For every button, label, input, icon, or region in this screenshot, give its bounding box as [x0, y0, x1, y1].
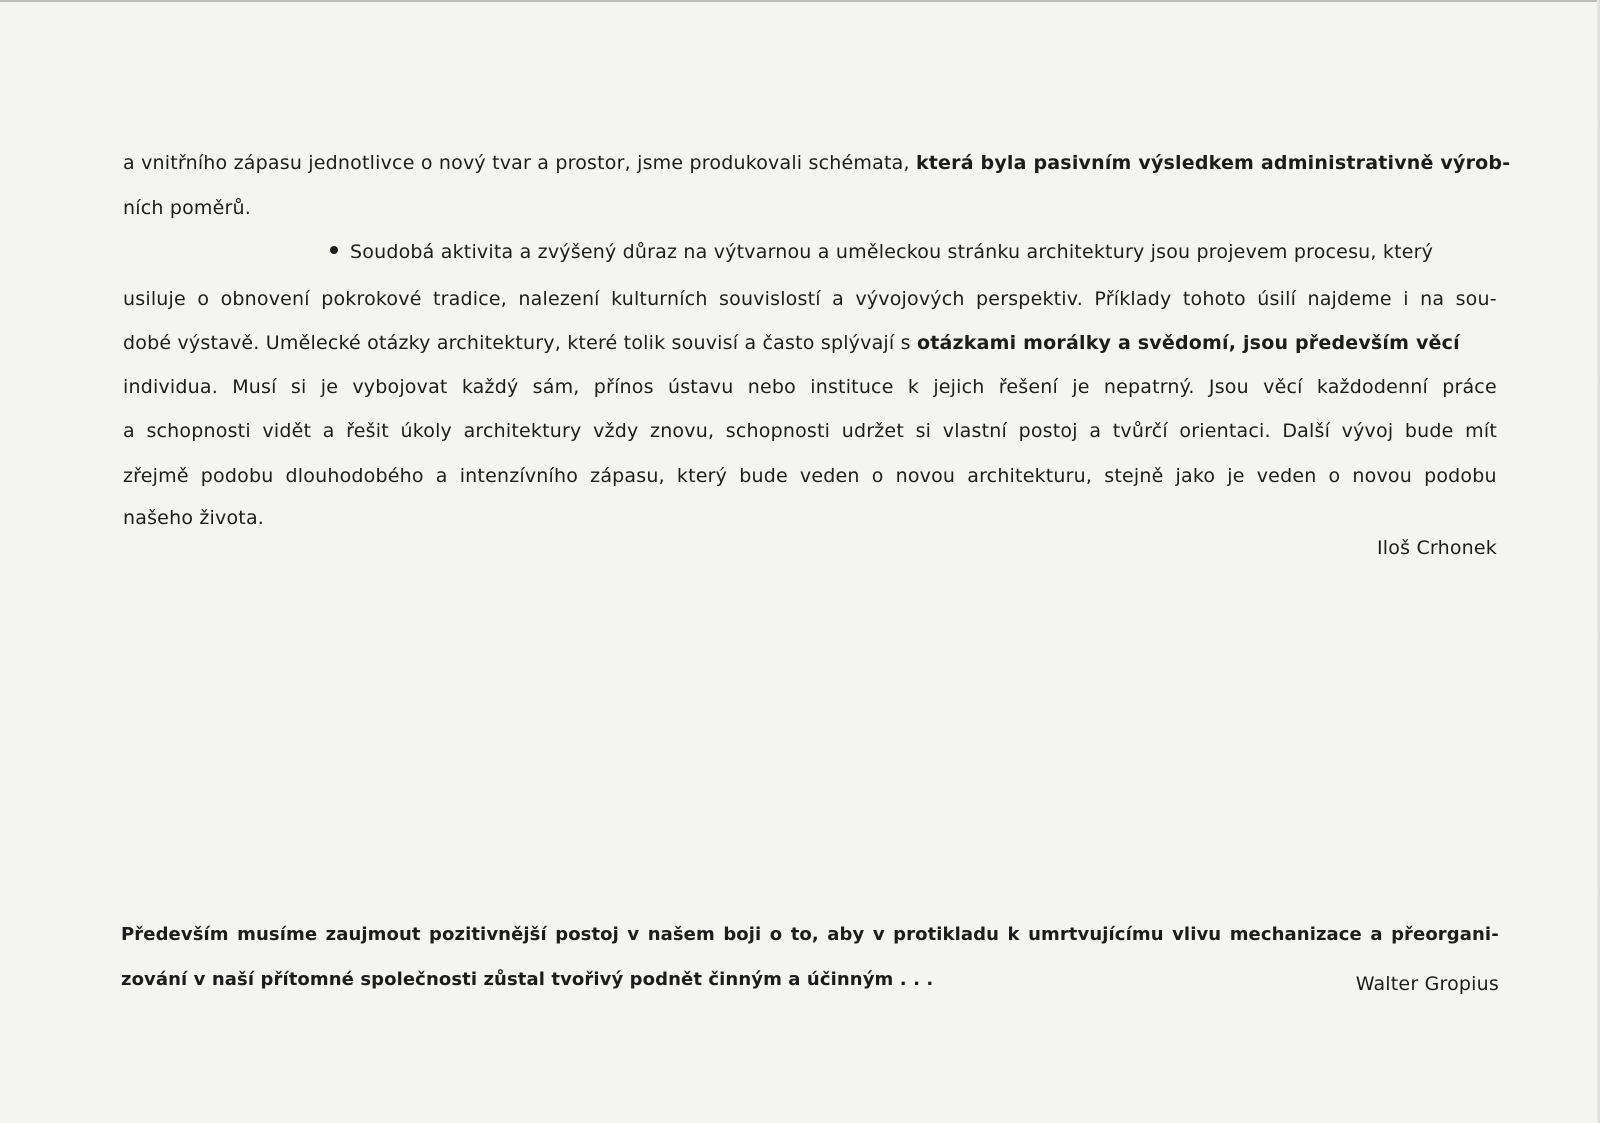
word: je [320, 376, 339, 398]
word: souvislostí [719, 288, 821, 310]
word: individua. [123, 376, 218, 398]
word: umrtvujícímu [1028, 924, 1164, 945]
word: si [915, 420, 932, 442]
word: bude [1404, 420, 1454, 442]
word: vývojových [855, 288, 965, 310]
word: veden [1256, 465, 1317, 487]
paragraph2-line4 [123, 374, 1497, 400]
word: schopnosti [725, 420, 831, 442]
word: úsilí [1257, 288, 1297, 310]
paragraph2-line3 [123, 330, 1497, 356]
word: Především [121, 924, 229, 945]
quote-line1 [121, 922, 1499, 948]
word: jejich [933, 376, 985, 398]
word: k [1007, 924, 1020, 945]
word: k [907, 376, 920, 398]
word: zřejmě [123, 465, 189, 487]
word: a [1370, 924, 1383, 945]
word: perspektiv. [976, 288, 1083, 310]
word: který [676, 465, 728, 487]
paragraph1-line2: ních poměrů. [123, 197, 252, 219]
word: řešení [998, 376, 1058, 398]
word: Jsou [1208, 376, 1249, 398]
word: nebo [747, 376, 796, 398]
word: řešit [346, 420, 389, 442]
word: veden [799, 465, 860, 487]
word: udržet [841, 420, 904, 442]
word: novou [895, 465, 956, 487]
word: architekturu, [967, 465, 1093, 487]
word: každodenní [1316, 376, 1428, 398]
word: instituce [810, 376, 894, 398]
word: tradice, [432, 288, 508, 310]
word: postoj [1018, 420, 1078, 442]
word: a [1089, 420, 1102, 442]
author-signature-crhonek: Iloš Crhonek [1377, 537, 1497, 559]
word: v [627, 924, 640, 945]
word: Příklady [1094, 288, 1172, 310]
word: musíme [237, 924, 318, 945]
word: práce [1442, 376, 1497, 398]
word: kulturních [611, 288, 708, 310]
word: pokrokové [321, 288, 422, 310]
word: vlivu [1172, 924, 1222, 945]
word: pozitivnější [429, 924, 547, 945]
paragraph2-line6 [123, 463, 1497, 489]
word: bude [739, 465, 788, 487]
word: novou [1352, 465, 1412, 487]
word: orientaci. [1179, 420, 1271, 442]
word: i [1403, 288, 1409, 310]
word: našem [647, 924, 715, 945]
word: mechanizace [1229, 924, 1362, 945]
word: nepatrný. [1103, 376, 1195, 398]
paragraph2-line3-bold: otázkami morálky a svědomí, jsou především věcí [916, 332, 1460, 354]
word: přínos [593, 376, 654, 398]
word: přeorgani- [1391, 924, 1499, 945]
word: tvůrčí [1112, 420, 1168, 442]
word: a [832, 288, 844, 310]
word: boji [723, 924, 762, 945]
author-signature-gropius: Walter Gropius [1355, 973, 1499, 995]
word: vybojovat [352, 376, 448, 398]
word: protikladu [893, 924, 1000, 945]
word: usiluje [123, 288, 186, 310]
word: tohoto [1182, 288, 1246, 310]
paragraph1-line1-bold: která byla pasivním výsledkem administrativně výrob- [915, 152, 1511, 174]
word: sám, [532, 376, 580, 398]
word: v [872, 924, 885, 945]
word: stejně [1104, 465, 1164, 487]
word: Musí [232, 376, 277, 398]
paragraph1-line1-normal: a vnitřního zápasu jednotlivce o nový tvar a prostor, jsme produkovali schémata, [123, 152, 910, 174]
word: si [290, 376, 307, 398]
word: každý [461, 376, 519, 398]
word: podobu [200, 465, 274, 487]
word: podobu [1424, 465, 1497, 487]
word: vždy [593, 420, 639, 442]
paragraph2-line1 [330, 239, 1433, 265]
word: aby [827, 924, 865, 945]
word: o [1328, 465, 1341, 487]
word: zaujmout [325, 924, 421, 945]
word: dlouhodobého [285, 465, 424, 487]
word: a [435, 465, 448, 487]
word: znovu, [650, 420, 715, 442]
paragraph2-line2 [123, 286, 1497, 312]
word: to, [790, 924, 819, 945]
word: najdeme [1307, 288, 1392, 310]
paragraph2-line5 [123, 418, 1497, 444]
word: mít [1465, 420, 1497, 442]
word: a [123, 420, 135, 442]
paragraph2-line7: našeho života. [123, 507, 265, 529]
word: intenzívního [459, 465, 579, 487]
word: je [1227, 465, 1245, 487]
word: je [1072, 376, 1090, 398]
word: sou- [1455, 288, 1497, 310]
word: na [1420, 288, 1445, 310]
word: věcí [1263, 376, 1303, 398]
paragraph2-line1-text: Soudobá aktivita a zvýšený důraz na výtvarnou a uměleckou stránku architektury jsou projevem procesu, který [350, 241, 1434, 263]
word: architektury [463, 420, 582, 442]
word: o [197, 288, 210, 310]
word: ústavu [667, 376, 734, 398]
word: obnovení [220, 288, 310, 310]
word: o [769, 924, 783, 945]
word: úkoly [400, 420, 452, 442]
word: a [322, 420, 335, 442]
word: vidět [262, 420, 312, 442]
word: vlastní [942, 420, 1007, 442]
word: jako [1175, 465, 1216, 487]
word: vývoj [1341, 420, 1394, 442]
word: Další [1282, 420, 1331, 442]
word: postoj [555, 924, 619, 945]
word: zápasu, [590, 465, 665, 487]
word: o [871, 465, 884, 487]
quote-line2: zování v naší přítomné společnosti zůstal tvořivý podnět činným a účinným . . . [121, 969, 934, 990]
word: schopnosti [146, 420, 251, 442]
bullet-icon [330, 246, 338, 254]
paragraph1-line1 [123, 150, 1510, 176]
paragraph2-line3-normal: dobé výstavě. Umělecké otázky architektury, které tolik souvisí a často splývají s [123, 332, 911, 354]
word: nalezení [518, 288, 600, 310]
